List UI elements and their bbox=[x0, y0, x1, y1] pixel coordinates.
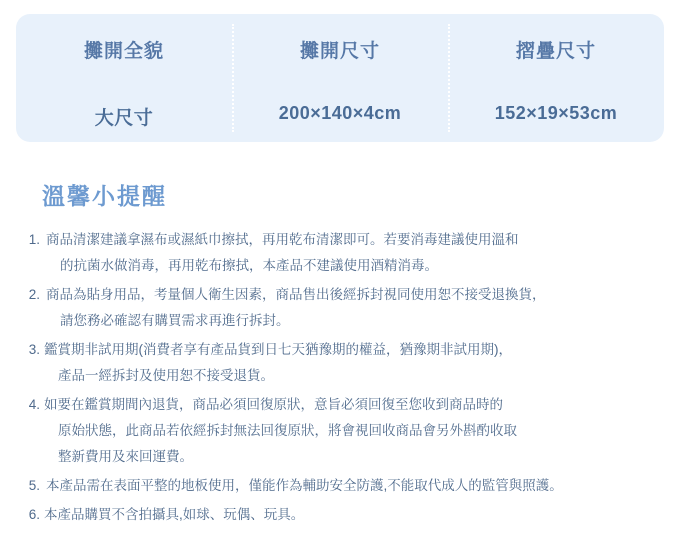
notice-item-text bbox=[42, 282, 664, 334]
list-item bbox=[16, 227, 664, 279]
spec-header-overview: 攤開全貌 bbox=[83, 41, 164, 62]
notice-item-line: 商品清潔建議拿濕布或濕紙巾擦拭，再用乾布清潔即可。若要消毒建議使用溫和 bbox=[46, 232, 519, 247]
notice-item-text bbox=[40, 392, 664, 470]
notice-item-line: 請您務必確認有購買需求再進行拆封。 bbox=[60, 313, 290, 328]
list-item bbox=[16, 502, 664, 528]
notice-item-line: 如要在鑑賞期間內退貨，商品必須回復原狀，意旨必須回復至您收到商品時的 bbox=[44, 397, 503, 412]
spec-value-overview: 大尺寸 bbox=[94, 108, 154, 129]
notice-item-text bbox=[42, 473, 664, 499]
notice-item-line: 的抗菌水做消毒，再用乾布擦拭，本產品不建議使用酒精消毒。 bbox=[60, 258, 438, 273]
notice-item-line: 整新費用及來回運費。 bbox=[58, 449, 193, 464]
notice-item-line: 產品一經拆封及使用恕不接受退貨。 bbox=[58, 368, 274, 383]
spec-value-unfolded: 200×140×4cm bbox=[278, 103, 402, 123]
spec-value-folded: 152×19×53cm bbox=[494, 103, 618, 123]
list-item bbox=[16, 473, 664, 499]
notice-item-number: 2. bbox=[28, 287, 40, 302]
list-item bbox=[16, 392, 664, 470]
notice-item-line: 鑑賞期非試用期(消費者享有產品貨到日七天猶豫期的權益，猶豫期非試用期)， bbox=[44, 342, 512, 357]
notice-section bbox=[16, 178, 664, 531]
notice-item-number: 3. bbox=[28, 342, 40, 357]
spec-column-overview bbox=[16, 14, 232, 142]
notice-item-line: 商品為貼身用品，考量個人衛生因素，商品售出後經拆封視同使用恕不接受退換貨， bbox=[46, 287, 546, 302]
notice-item-text bbox=[42, 227, 664, 279]
spec-column-folded bbox=[448, 14, 664, 142]
notice-item-number: 1. bbox=[28, 232, 40, 247]
notice-item-text bbox=[40, 502, 664, 528]
list-item bbox=[16, 337, 664, 389]
notice-list bbox=[16, 227, 664, 528]
spec-header-folded: 摺疊尺寸 bbox=[515, 41, 596, 62]
notice-item-text bbox=[40, 337, 664, 389]
notice-item-number: 5. bbox=[28, 478, 40, 493]
spec-table bbox=[16, 14, 664, 142]
notice-item-number: 4. bbox=[28, 397, 40, 412]
notice-title: 溫馨小提醒 bbox=[42, 183, 167, 209]
notice-item-line: 本產品需在表面平整的地板使用，僅能作為輔助安全防護,不能取代成人的監管與照護。 bbox=[46, 478, 563, 493]
notice-item-number: 6. bbox=[28, 507, 40, 522]
notice-item-line: 原始狀態，此商品若依經拆封無法回復原狀，將會視回收商品會另外斟酌收取 bbox=[58, 423, 517, 438]
spec-header-unfolded: 攤開尺寸 bbox=[299, 41, 380, 62]
list-item bbox=[16, 282, 664, 334]
notice-item-line: 本產品購買不含拍攝具,如球、玩偶、玩具。 bbox=[44, 507, 305, 522]
spec-column-unfolded bbox=[232, 14, 448, 142]
spec-table-grid bbox=[16, 14, 664, 142]
